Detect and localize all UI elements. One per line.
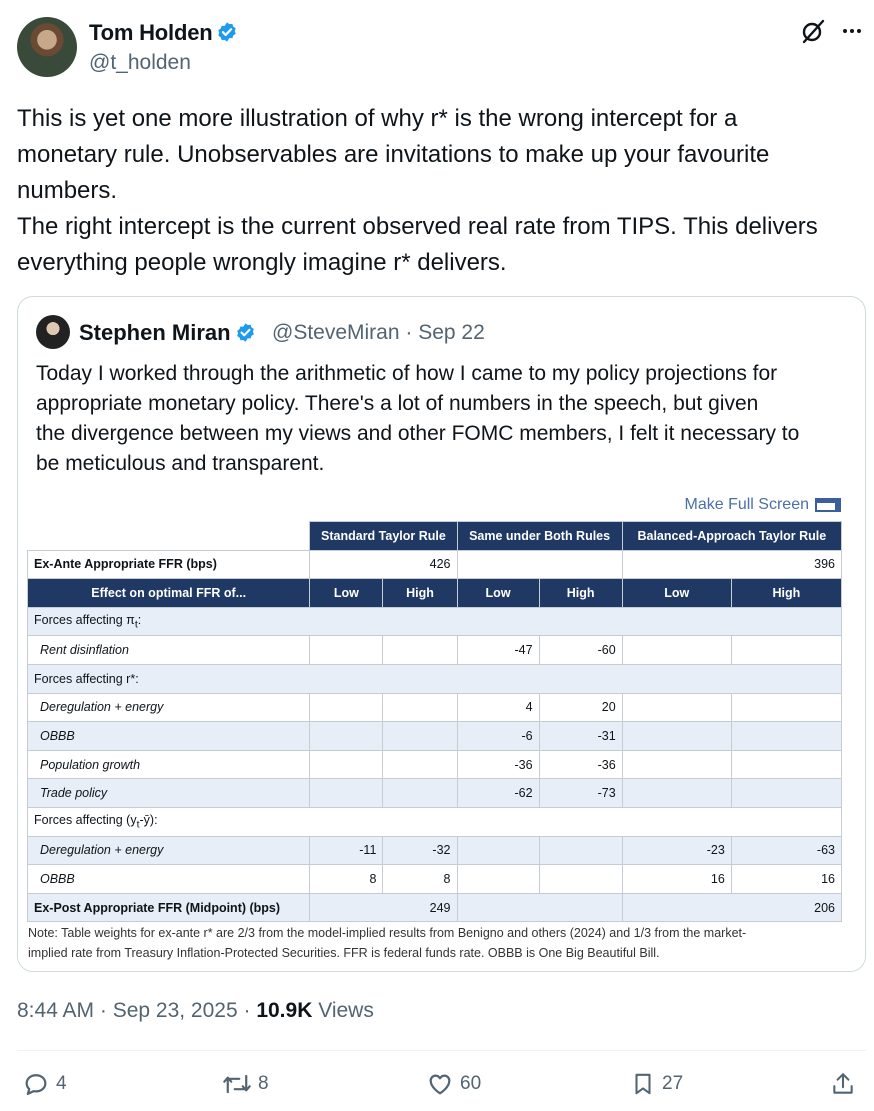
table-cell (539, 865, 622, 894)
table-cell (622, 636, 731, 665)
table-image[interactable] (18, 493, 865, 971)
table-cell (457, 865, 539, 894)
forces-pi-section (28, 607, 842, 636)
table-cell (310, 750, 383, 779)
ex-ante-balanced: 396 (622, 550, 841, 579)
table-cell (731, 750, 841, 779)
more-options-icon[interactable] (840, 19, 864, 43)
table-cell: -32 (383, 836, 457, 865)
table-cell (383, 636, 457, 665)
quote-line: Today I worked through the arithmetic of how I came to my policy projections for (36, 362, 778, 385)
effect-header: Effect on optimal FFR of... (28, 579, 310, 608)
like-count: 60 (460, 1073, 482, 1094)
sub-header: High (539, 579, 622, 608)
forces-pi-sub: t (134, 619, 138, 631)
forces-pi-label: Forces affecting π (34, 612, 135, 627)
note-line: implied rate from Treasury Inflation-Protected Securities. FFR is federal funds rate. OBBB is One Big Beautiful Bill. (28, 946, 660, 960)
table-cell (622, 779, 731, 808)
table-cell (310, 693, 383, 722)
row-label: OBBB (28, 722, 310, 751)
author-avatar[interactable] (17, 17, 77, 77)
sub-header: High (383, 579, 457, 608)
grok-icon[interactable] (800, 18, 826, 44)
views-count: 10.9K (256, 999, 313, 1022)
table-cell (310, 722, 383, 751)
table-cell: -60 (539, 636, 622, 665)
table-cell: -11 (310, 836, 383, 865)
forces-pi-suffix: : (137, 612, 142, 627)
blank-header-cell (28, 522, 310, 551)
forces-y-label: Forces affecting (y (34, 812, 137, 827)
quote-line: be meticulous and transparent. (36, 452, 325, 475)
table-note (28, 923, 843, 963)
table-cell: -6 (457, 722, 539, 751)
table-cell: 16 (731, 865, 841, 894)
like-button[interactable] (426, 1070, 481, 1098)
row-label: OBBB (28, 865, 310, 894)
table-cell (539, 836, 622, 865)
forces-y-suffix: -ȳ): (139, 812, 158, 827)
bookmark-button[interactable] (630, 1070, 683, 1098)
timestamp-text[interactable]: 8:44 AM · Sep 23, 2025 · (17, 999, 257, 1022)
header-balanced: Balanced-Approach Taylor Rule (622, 522, 841, 551)
repost-icon (222, 1070, 252, 1098)
author-name[interactable]: Tom Holden (89, 20, 213, 45)
table-cell: -31 (539, 722, 622, 751)
table-cell: -23 (622, 836, 731, 865)
quoted-tweet[interactable] (17, 296, 866, 972)
table-cell (622, 722, 731, 751)
table-cell (731, 693, 841, 722)
table-cell: -36 (539, 750, 622, 779)
table-cell: 20 (539, 693, 622, 722)
ex-post-both (457, 893, 622, 922)
table-cell (457, 836, 539, 865)
tweet-text (17, 101, 862, 281)
table-cell: -73 (539, 779, 622, 808)
quote-author-name: Stephen Miran (79, 320, 231, 345)
tweet-line: The right intercept is the current observed real rate from TIPS. This delivers (17, 213, 818, 240)
table-cell: -62 (457, 779, 539, 808)
note-line: Note: Table weights for ex-ante r* are 2/3 from the model-implied results from Benigno and others (2024) and 1/3 from the market- (28, 926, 747, 940)
bookmark-count: 27 (662, 1073, 684, 1094)
row-label: Population growth (28, 750, 310, 779)
quote-text (36, 359, 856, 479)
reply-count: 4 (56, 1073, 67, 1094)
forces-y-sub: t (136, 819, 140, 831)
row-label: Trade policy (28, 779, 310, 808)
tweet-timestamp[interactable] (17, 999, 374, 1023)
quote-line: the divergence between my views and other FOMC members, I felt it necessary to (36, 422, 800, 445)
author-handle[interactable]: @t_holden (89, 51, 191, 74)
quote-meta: @SteveMiran · Sep 22 (272, 321, 485, 344)
ex-ante-both (457, 550, 622, 579)
table-cell (622, 750, 731, 779)
table-cell (383, 693, 457, 722)
table-cell (731, 722, 841, 751)
table-cell: 16 (622, 865, 731, 894)
author-name-row[interactable] (89, 20, 238, 46)
table-cell: -47 (457, 636, 539, 665)
table-cell: 8 (310, 865, 383, 894)
verified-badge-icon (216, 21, 238, 43)
row-label: Deregulation + energy (28, 836, 310, 865)
reply-icon (22, 1070, 50, 1098)
table-cell (622, 693, 731, 722)
fullscreen-icon (815, 498, 841, 512)
table-cell (310, 636, 383, 665)
table-cell (383, 722, 457, 751)
tweet-line: monetary rule. Unobservables are invitations to make up your favourite (17, 141, 770, 168)
ex-post-label: Ex-Post Appropriate FFR (Midpoint) (bps) (28, 893, 310, 922)
heart-icon (426, 1070, 454, 1098)
ex-post-standard: 249 (310, 893, 457, 922)
row-label: Deregulation + energy (28, 693, 310, 722)
fullscreen-label: Make Full Screen (684, 496, 809, 513)
table-cell (383, 750, 457, 779)
tweet-line: This is yet one more illustration of why r* is the wrong intercept for a (17, 105, 738, 132)
forces-r-section: Forces affecting r*: (28, 664, 842, 693)
repost-button[interactable] (222, 1070, 269, 1098)
forces-y-section (28, 807, 842, 836)
ex-post-balanced: 206 (622, 893, 841, 922)
bookmark-icon (630, 1070, 656, 1098)
verified-badge-icon (235, 322, 256, 343)
table-cell: 4 (457, 693, 539, 722)
sub-header: High (731, 579, 841, 608)
table-cell (383, 779, 457, 808)
table-cell (731, 779, 841, 808)
divider (17, 1050, 866, 1051)
header-standard: Standard Taylor Rule (310, 522, 457, 551)
share-icon (830, 1070, 856, 1098)
table-cell (310, 779, 383, 808)
quote-author-avatar (36, 315, 70, 349)
table-cell (731, 636, 841, 665)
quote-line: appropriate monetary policy. There's a lot of numbers in the speech, but given (36, 392, 759, 415)
quote-author-name-row (79, 320, 256, 346)
tweet-line: numbers. (17, 177, 118, 204)
tweet-line: everything people wrongly imagine r* delivers. (17, 249, 507, 276)
sub-header: Low (622, 579, 731, 608)
table-cell: 8 (383, 865, 457, 894)
header-both: Same under Both Rules (457, 522, 622, 551)
table-cell: -36 (457, 750, 539, 779)
action-bar (22, 1070, 862, 1102)
views-label: Views (312, 999, 374, 1022)
share-button[interactable] (830, 1070, 856, 1098)
make-full-screen-link[interactable] (685, 496, 842, 514)
repost-count: 8 (258, 1073, 269, 1094)
ex-ante-label: Ex-Ante Appropriate FFR (bps) (28, 550, 310, 579)
table-cell: -63 (731, 836, 841, 865)
sub-header: Low (310, 579, 383, 608)
reply-button[interactable] (22, 1070, 67, 1098)
ex-ante-standard: 426 (310, 550, 457, 579)
sub-header: Low (457, 579, 539, 608)
row-label: Rent disinflation (28, 636, 310, 665)
taylor-rule-table (27, 521, 842, 922)
